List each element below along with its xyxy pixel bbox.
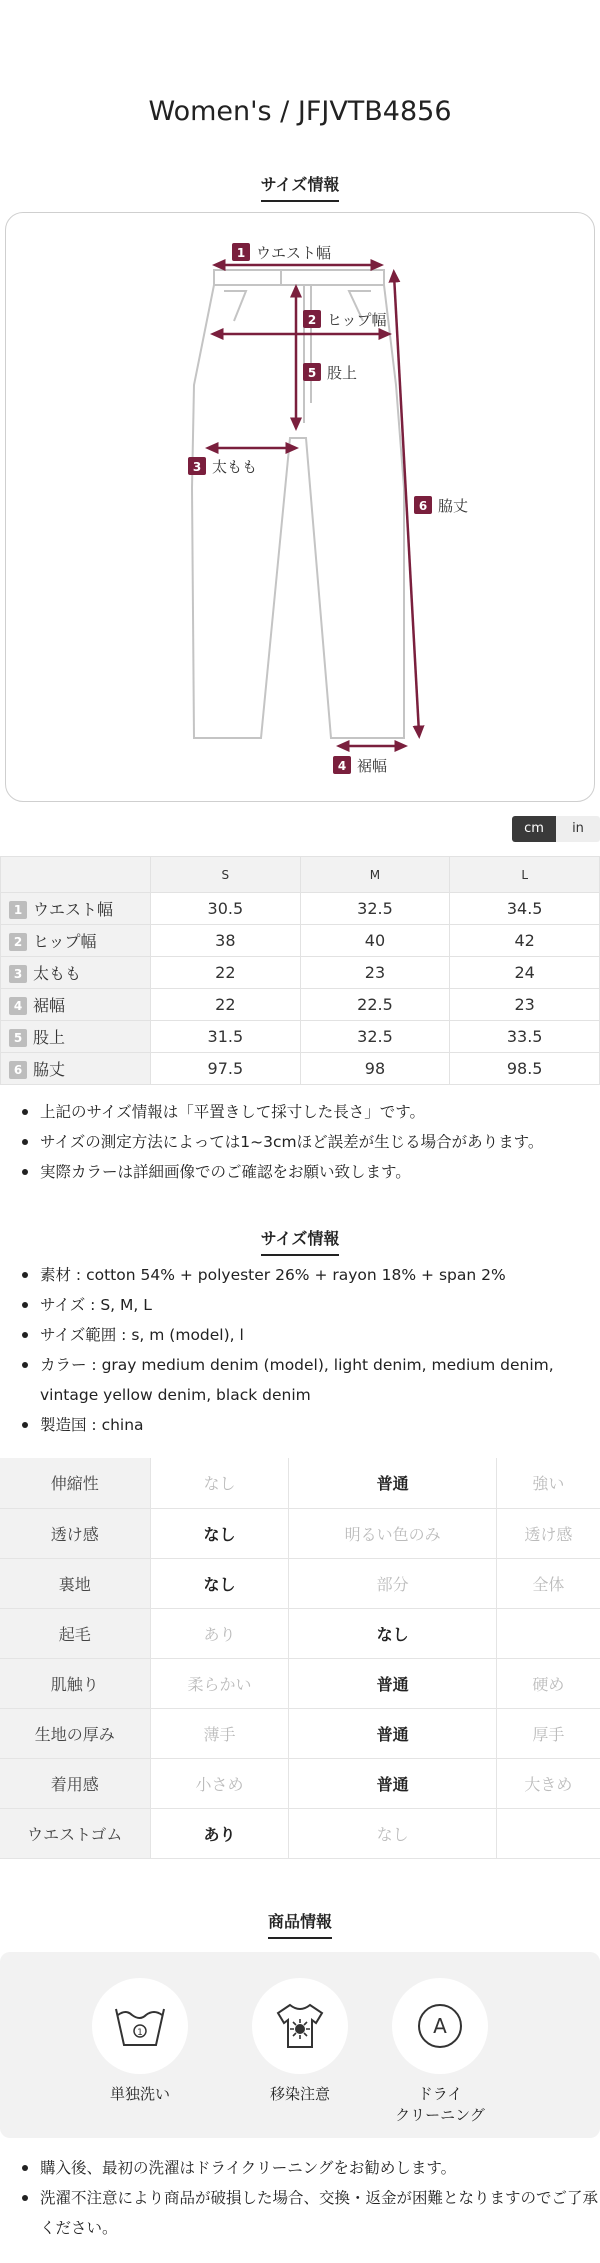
table-row — [0, 1658, 600, 1708]
table-row — [0, 1808, 600, 1858]
attribute-label: 着用感 — [0, 1758, 150, 1808]
attribute-option: 全体 — [496, 1558, 600, 1608]
product-title: Women's / JFJVTB4856 — [148, 96, 452, 127]
attribute-option: なし — [289, 1808, 496, 1858]
attribute-option — [496, 1808, 600, 1858]
row-label: 3 太もも — [1, 957, 151, 989]
row-label: 6 脇丈 — [1, 1053, 151, 1085]
svg-text:ヒップ幅: ヒップ幅 — [327, 311, 387, 329]
table-row — [1, 893, 600, 925]
attribute-option: 普通 — [289, 1458, 496, 1508]
diagram-label-1 — [232, 243, 331, 262]
attribute-option: 厚手 — [496, 1708, 600, 1758]
svg-text:脇丈: 脇丈 — [438, 497, 469, 515]
size-value: 22 — [151, 989, 301, 1021]
care-item-dryclean — [380, 1978, 500, 2126]
attribute-table — [0, 1458, 600, 1859]
size-value: 30.5 — [151, 893, 301, 925]
size-value: 98.5 — [450, 1053, 600, 1085]
svg-text:ウエスト幅: ウエスト幅 — [256, 244, 332, 262]
spec-heading: サイズ情報 — [0, 1226, 600, 1256]
size-info-heading: サイズ情報 — [0, 172, 600, 202]
size-value: 33.5 — [450, 1021, 600, 1053]
svg-text:股上: 股上 — [327, 364, 358, 382]
size-value: 22.5 — [300, 989, 450, 1021]
size-table-corner — [1, 857, 151, 893]
row-label: 5 股上 — [1, 1021, 151, 1053]
attribute-label: 肌触り — [0, 1658, 150, 1708]
size-value: 38 — [151, 925, 301, 957]
attribute-option: 普通 — [289, 1758, 496, 1808]
diagram-label-3 — [188, 457, 257, 476]
diagram-label-4 — [333, 756, 387, 775]
svg-text:A: A — [433, 2014, 447, 2038]
size-table-header — [1, 857, 600, 893]
size-value: 22 — [151, 957, 301, 989]
list-item: 上記のサイズ情報は「平置きして採寸した長さ」です。 — [22, 1097, 600, 1127]
attribute-label: 生地の厚み — [0, 1708, 150, 1758]
table-row — [0, 1708, 600, 1758]
attribute-option: なし — [150, 1508, 289, 1558]
attribute-option: なし — [150, 1558, 289, 1608]
unit-toggle — [512, 816, 600, 842]
attribute-option: あり — [150, 1808, 289, 1858]
care-item-dye — [240, 1978, 360, 2105]
list-item: 購入後、最初の洗濯はドライクリーニングをお勧めします。 — [22, 2153, 600, 2183]
spec-list — [22, 1260, 600, 1440]
table-row — [1, 925, 600, 957]
svg-text:1: 1 — [137, 2028, 143, 2038]
table-row — [1, 989, 600, 1021]
svg-text:2: 2 — [307, 313, 317, 327]
list-item: サイズ範囲 : s, m (model), l — [22, 1320, 600, 1350]
attribute-option: 薄手 — [150, 1708, 289, 1758]
attribute-label: ウエストゴム — [0, 1808, 150, 1858]
size-value: 98 — [300, 1053, 450, 1085]
attribute-label: 透け感 — [0, 1508, 150, 1558]
attribute-option: なし — [150, 1458, 289, 1508]
table-row — [1, 1021, 600, 1053]
size-value: 24 — [450, 957, 600, 989]
attribute-option: 普通 — [289, 1708, 496, 1758]
svg-text:裾幅: 裾幅 — [357, 757, 388, 775]
attribute-option: 柔らかい — [150, 1658, 289, 1708]
attribute-label: 裏地 — [0, 1558, 150, 1608]
attribute-label: 起毛 — [0, 1608, 150, 1658]
svg-text:3: 3 — [192, 460, 202, 474]
table-row — [0, 1558, 600, 1608]
attribute-option: 硬め — [496, 1658, 600, 1708]
size-value: 32.5 — [300, 893, 450, 925]
unit-in-button[interactable]: in — [556, 816, 600, 842]
care-notes — [22, 2153, 600, 2243]
size-value: 34.5 — [450, 893, 600, 925]
svg-text:6: 6 — [418, 499, 428, 513]
row-label: 1 ウエスト幅 — [1, 893, 151, 925]
table-row — [1, 957, 600, 989]
size-value: 23 — [300, 957, 450, 989]
size-value: 40 — [300, 925, 450, 957]
size-value: 42 — [450, 925, 600, 957]
list-item: サイズの測定方法によっては1~3cmほど誤差が生じる場合があります。 — [22, 1127, 600, 1157]
size-column-header: L — [450, 857, 600, 893]
care-box — [0, 1952, 600, 2138]
list-item: 実際カラーは詳細画像でのご確認をお願い致します。 — [22, 1157, 600, 1187]
list-item: サイズ : S, M, L — [22, 1290, 600, 1320]
row-label: 4 裾幅 — [1, 989, 151, 1021]
care-label: ドライ クリーニング — [395, 2085, 485, 2124]
size-diagram — [5, 212, 595, 802]
size-value: 97.5 — [151, 1053, 301, 1085]
svg-text:4: 4 — [337, 759, 347, 773]
wash-separately-icon — [92, 1978, 188, 2074]
attribute-option: 大きめ — [496, 1758, 600, 1808]
attribute-option: 小さめ — [150, 1758, 289, 1808]
attribute-option: あり — [150, 1608, 289, 1658]
care-label: 移染注意 — [269, 2085, 330, 2103]
dry-clean-icon — [392, 1978, 488, 2074]
pants-outline — [192, 270, 404, 738]
list-item: 洗濯不注意により商品が破損した場合、交換・返金が困難となりますのでご了承ください。 — [22, 2183, 600, 2243]
table-row — [0, 1508, 600, 1558]
size-value: 23 — [450, 989, 600, 1021]
size-notes — [22, 1097, 600, 1187]
list-item: カラー : gray medium denim (model), light denim, medium denim, vintage yellow denim, black denim — [22, 1350, 600, 1410]
table-row — [0, 1758, 600, 1808]
diagram-label-6 — [414, 496, 468, 515]
attribute-option: 透け感 — [496, 1508, 600, 1558]
diagram-label-2 — [303, 310, 387, 329]
row-label: 2 ヒップ幅 — [1, 925, 151, 957]
attribute-option: 部分 — [289, 1558, 496, 1608]
size-column-header: M — [300, 857, 450, 893]
size-value: 31.5 — [151, 1021, 301, 1053]
product-info-heading: 商品情報 — [0, 1909, 600, 1939]
table-row — [1, 1053, 600, 1085]
unit-cm-button[interactable]: cm — [512, 816, 556, 842]
svg-text:1: 1 — [236, 246, 246, 260]
table-row — [0, 1458, 600, 1508]
list-item: 素材 : cotton 54% + polyester 26% + rayon 18% + span 2% — [22, 1260, 600, 1290]
attribute-option: 明るい色のみ — [289, 1508, 496, 1558]
size-column-header: S — [151, 857, 301, 893]
dye-transfer-icon — [252, 1978, 348, 2074]
attribute-option: 普通 — [289, 1658, 496, 1708]
size-table — [0, 856, 600, 1085]
list-item: 製造国 : china — [22, 1410, 600, 1440]
pants-diagram-svg — [6, 213, 596, 803]
attribute-option — [496, 1608, 600, 1658]
measure-lines — [211, 265, 419, 746]
attribute-option: 強い — [496, 1458, 600, 1508]
size-value: 32.5 — [300, 1021, 450, 1053]
svg-text:5: 5 — [307, 366, 317, 380]
table-row — [0, 1608, 600, 1658]
attribute-option: なし — [289, 1608, 496, 1658]
care-label: 単独洗い — [109, 2085, 170, 2103]
svg-text:太もも: 太もも — [212, 458, 258, 476]
attribute-label: 伸縮性 — [0, 1458, 150, 1508]
diagram-label-5 — [303, 363, 357, 382]
care-item-wash — [80, 1978, 200, 2105]
